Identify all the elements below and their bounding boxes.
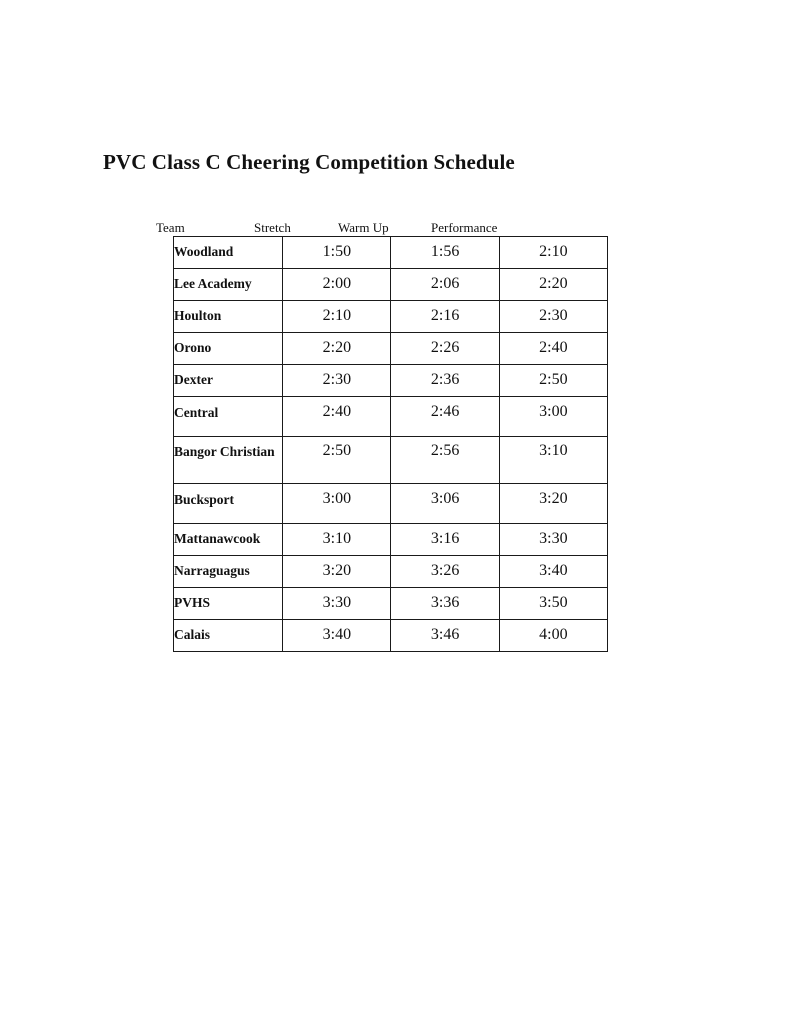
warm-up-time: 2:16 — [391, 301, 499, 333]
warm-up-time: 3:26 — [391, 556, 499, 588]
team-name: Lee Academy — [174, 269, 283, 301]
stretch-time: 2:00 — [283, 269, 391, 301]
stretch-time: 3:00 — [283, 484, 391, 524]
warm-up-time: 2:36 — [391, 365, 499, 397]
table-row — [174, 437, 608, 484]
table-row — [174, 301, 608, 333]
table-row — [174, 484, 608, 524]
stretch-time: 3:40 — [283, 620, 391, 652]
performance-time: 3:30 — [499, 524, 607, 556]
team-name: Orono — [174, 333, 283, 365]
performance-time: 3:00 — [499, 397, 607, 437]
table-row — [174, 588, 608, 620]
team-name: Bucksport — [174, 484, 283, 524]
performance-time: 3:10 — [499, 437, 607, 484]
stretch-time: 2:10 — [283, 301, 391, 333]
warm-up-time: 2:26 — [391, 333, 499, 365]
team-name: Dexter — [174, 365, 283, 397]
stretch-time: 2:40 — [283, 397, 391, 437]
stretch-time: 3:10 — [283, 524, 391, 556]
page-title: PVC Class C Cheering Competition Schedule — [103, 150, 515, 174]
stretch-time: 3:30 — [283, 588, 391, 620]
warm-up-time: 3:46 — [391, 620, 499, 652]
performance-time: 4:00 — [499, 620, 607, 652]
performance-time: 3:50 — [499, 588, 607, 620]
header-stretch: Stretch — [254, 220, 291, 235]
stretch-time: 1:50 — [283, 237, 391, 269]
table-row — [174, 556, 608, 588]
performance-time: 2:10 — [499, 237, 607, 269]
performance-time: 2:30 — [499, 301, 607, 333]
team-name: Central — [174, 397, 283, 437]
warm-up-time: 2:06 — [391, 269, 499, 301]
warm-up-time: 1:56 — [391, 237, 499, 269]
table-row — [174, 269, 608, 301]
table-row — [174, 620, 608, 652]
warm-up-time: 2:46 — [391, 397, 499, 437]
table-row — [174, 333, 608, 365]
table-row — [174, 237, 608, 269]
stretch-time: 2:50 — [283, 437, 391, 484]
stretch-time: 3:20 — [283, 556, 391, 588]
warm-up-time: 3:36 — [391, 588, 499, 620]
performance-time: 3:20 — [499, 484, 607, 524]
schedule-table — [173, 236, 608, 652]
performance-time: 2:40 — [499, 333, 607, 365]
team-name: Houlton — [174, 301, 283, 333]
header-performance: Performance — [431, 220, 498, 235]
header-warm-up: Warm Up — [338, 220, 389, 235]
warm-up-time: 3:06 — [391, 484, 499, 524]
team-name: Calais — [174, 620, 283, 652]
warm-up-time: 2:56 — [391, 437, 499, 484]
team-name: Woodland — [174, 237, 283, 269]
table-row — [174, 397, 608, 437]
team-name: Mattanawcook — [174, 524, 283, 556]
performance-time: 3:40 — [499, 556, 607, 588]
performance-time: 2:20 — [499, 269, 607, 301]
header-team: Team — [156, 220, 185, 235]
table-row — [174, 365, 608, 397]
team-name: Narraguagus — [174, 556, 283, 588]
performance-time: 2:50 — [499, 365, 607, 397]
warm-up-time: 3:16 — [391, 524, 499, 556]
team-name: Bangor Christian — [174, 437, 283, 484]
team-name: PVHS — [174, 588, 283, 620]
stretch-time: 2:20 — [283, 333, 391, 365]
stretch-time: 2:30 — [283, 365, 391, 397]
table-row — [174, 524, 608, 556]
